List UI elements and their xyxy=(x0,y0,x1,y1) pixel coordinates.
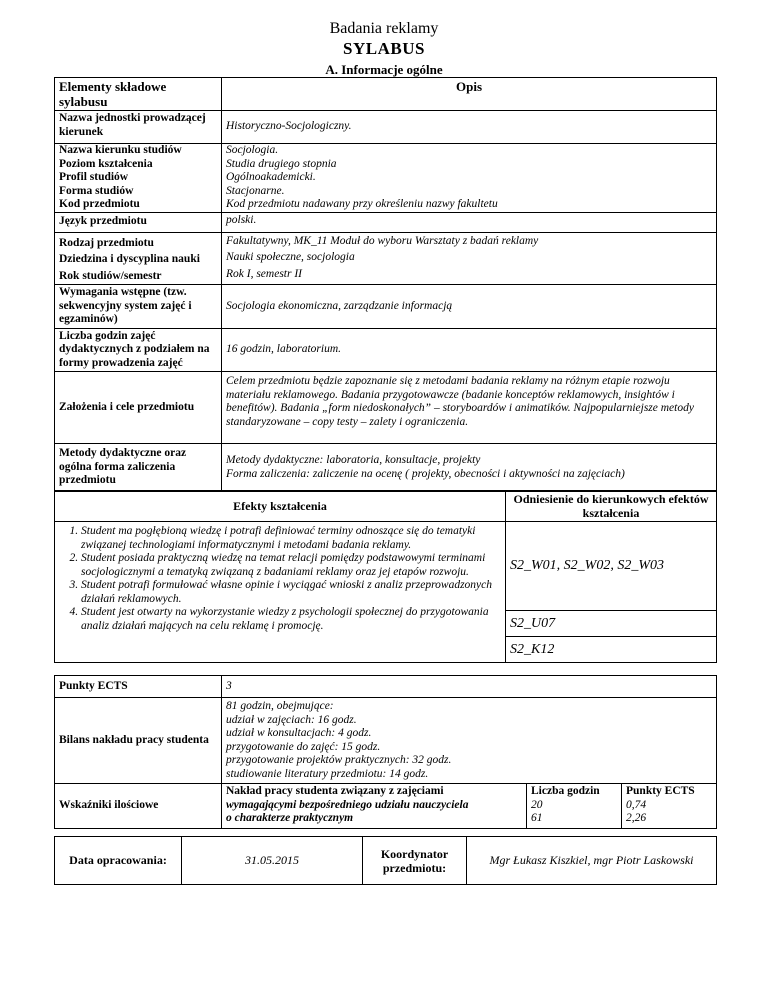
label-type: Rodzaj przedmiotu xyxy=(59,236,154,249)
effect-item-3: 3. Student potrafi formułować własne opinie i wyciągać wnioski z analiz przeprowadzonych działań reklamowych. xyxy=(81,579,501,606)
ects-points-value: 3 xyxy=(222,676,717,698)
label-field: Nazwa kierunku studiów xyxy=(59,144,182,156)
effect-item-2: 2. Student posiada praktyczną wiedzę na temat relacji pomiędzy podstawowymi terminami socjologicznymi a tematyką związaną z badaniami reklamy oraz jej etapów rozwoju. xyxy=(81,552,501,579)
row-value-group-1 xyxy=(222,144,717,213)
workload-label: Bilans nakładu pracy studenta xyxy=(55,698,222,784)
row-label-language: Język przedmiotu xyxy=(55,212,222,232)
ects-table xyxy=(54,675,717,829)
date-value: 31.05.2015 xyxy=(182,837,363,885)
effect-code-knowledge: S2_W01, S2_W02, S2_W03 xyxy=(506,522,717,611)
value-form: Stacjonarne. xyxy=(226,184,285,197)
effects-list-cell xyxy=(55,522,506,663)
workload-line-3: udział w konsultacjach: 4 godz. xyxy=(226,727,372,739)
workload-line-1: 81 godzin, obejmujące: xyxy=(226,700,334,712)
hours-column xyxy=(527,784,622,829)
workload-line-5: przygotowanie projektów praktycznych: 32 godz. xyxy=(226,754,452,766)
label-year: Rok studiów/semestr xyxy=(59,269,162,282)
indicators-description xyxy=(222,784,527,829)
workload-line-2: udział w zajęciach: 16 godz. xyxy=(226,713,357,726)
label-code: Kod przedmiotu xyxy=(59,198,140,210)
value-discipline: Nauki społeczne, socjologia xyxy=(226,251,355,263)
effects-table xyxy=(54,490,717,663)
row-value-methods xyxy=(222,444,717,492)
value-level: Studia drugiego stopnia xyxy=(226,157,337,170)
indicator-line-3: o charakterze praktycznym xyxy=(226,812,354,824)
effects-list xyxy=(59,525,501,633)
points-header: Punkty ECTS xyxy=(626,785,695,797)
row-label-methods: Metody dydaktyczne oraz ogólna forma zaliczenia przedmiotu xyxy=(55,444,222,492)
label-form: Forma studiów xyxy=(59,184,134,197)
points-value-2: 2,26 xyxy=(626,812,647,824)
footer-table xyxy=(54,836,717,885)
label-level: Poziom kształcenia xyxy=(59,157,153,170)
hours-header: Liczba godzin xyxy=(531,785,600,797)
row-label-group-2 xyxy=(55,232,222,285)
row-label-group-1 xyxy=(55,144,222,213)
value-profile: Ogólnoakademicki. xyxy=(226,171,316,183)
row-value-hours: 16 godzin, laboratorium. xyxy=(222,328,717,372)
col-header-elements: Elementy składowe sylabusu xyxy=(55,78,222,111)
row-label-prerequisites: Wymagania wstępne (tzw. sekwencyjny system zajęć i egzaminów) xyxy=(55,285,222,329)
workload-line-4: przygotowanie do zajęć: 15 godz. xyxy=(226,740,381,753)
row-value-prerequisites: Socjologia ekonomiczna, zarządzanie informacją xyxy=(222,285,717,329)
effect-code-skills: S2_U07 xyxy=(506,611,717,637)
row-label-hours: Liczba godzin zajęć dydaktycznych z podziałem na formy prowadzenia zajęć xyxy=(55,328,222,372)
effects-header: Efekty kształcenia xyxy=(55,491,506,522)
ects-points-label: Punkty ECTS xyxy=(55,676,222,698)
document-subtitle: SYLABUS xyxy=(343,39,425,58)
date-label: Data opracowania: xyxy=(55,837,182,885)
assessment-line: Forma zaliczenia: zaliczenie na ocenę ( projekty, obecności i aktywności na zajęciach) xyxy=(226,467,625,480)
row-value-language: polski. xyxy=(222,212,717,232)
coordinator-value: Mgr Łukasz Kiszkiel, mgr Piotr Laskowski xyxy=(467,837,717,885)
document-title: Badania reklamy xyxy=(329,20,439,37)
value-year: Rok I, semestr II xyxy=(226,267,303,280)
section-heading: A. Informacje ogólne xyxy=(325,62,443,77)
value-type: Fakultatywny, MK_11 Moduł do wyboru Warsztaty z badań reklamy xyxy=(226,234,539,247)
indicators-label: Wskaźniki ilościowe xyxy=(55,784,222,829)
workload-breakdown xyxy=(222,698,717,784)
hours-value-1: 20 xyxy=(531,798,543,811)
indicator-line-2: wymagającymi bezpośredniego udziału nauczyciela xyxy=(226,798,469,811)
effect-item-1: 1. Student ma pogłębioną wiedzę i potrafi definiować terminy odnoszące się do tematyki związanej technologiami informatycznymi i metodami badania reklamy. xyxy=(81,525,501,552)
effect-code-competence: S2_K12 xyxy=(506,637,717,663)
value-code: Kod przedmiotu nadawany przy określeniu nazwy fakultetu xyxy=(226,198,498,210)
col-header-description: Opis xyxy=(222,78,717,111)
info-table xyxy=(54,77,717,492)
methods-line: Metody dydaktyczne: laboratoria, konsultacje, projekty xyxy=(226,454,481,466)
hours-value-2: 61 xyxy=(531,812,543,824)
row-label-unit: Nazwa jednostki prowadzącej kierunek xyxy=(55,111,222,144)
row-value-group-2 xyxy=(222,232,717,285)
value-field: Socjologia. xyxy=(226,144,279,156)
points-column xyxy=(622,784,717,829)
row-value-unit: Historyczno-Socjologiczny. xyxy=(222,111,717,144)
effect-item-4: 4. Student jest otwarty na wykorzystanie wiedzy z psychologii społecznej do przygotowania analiz działań mających na celu reklamę i promocję. xyxy=(81,606,501,633)
workload-line-6: studiowanie literatury przedmiotu: 14 godz. xyxy=(226,767,429,780)
row-value-goals: Celem przedmiotu będzie zapoznanie się z metodami badania reklamy na różnym etapie rozwoju materiału reklamowego. Badania przygotowawcze (badanie konceptów reklamowych, insightów i benefitów). Badania „form niedoskonałych” – storyboardów i animatików. Najpopularniejsze metody standaryzowane – copy testy – zalety i ograniczenia. xyxy=(222,372,717,444)
points-value-1: 0,74 xyxy=(626,798,647,811)
coordinator-label: Koordynator przedmiotu: xyxy=(363,837,467,885)
indicator-line-1: Nakład pracy studenta związany z zajęciami xyxy=(226,785,444,797)
effects-reference-header: Odniesienie do kierunkowych efektów kształcenia xyxy=(506,491,717,522)
row-label-goals: Założenia i cele przedmiotu xyxy=(55,372,222,444)
label-discipline: Dziedzina i dyscyplina nauki xyxy=(59,253,200,265)
label-profile: Profil studiów xyxy=(59,171,129,183)
